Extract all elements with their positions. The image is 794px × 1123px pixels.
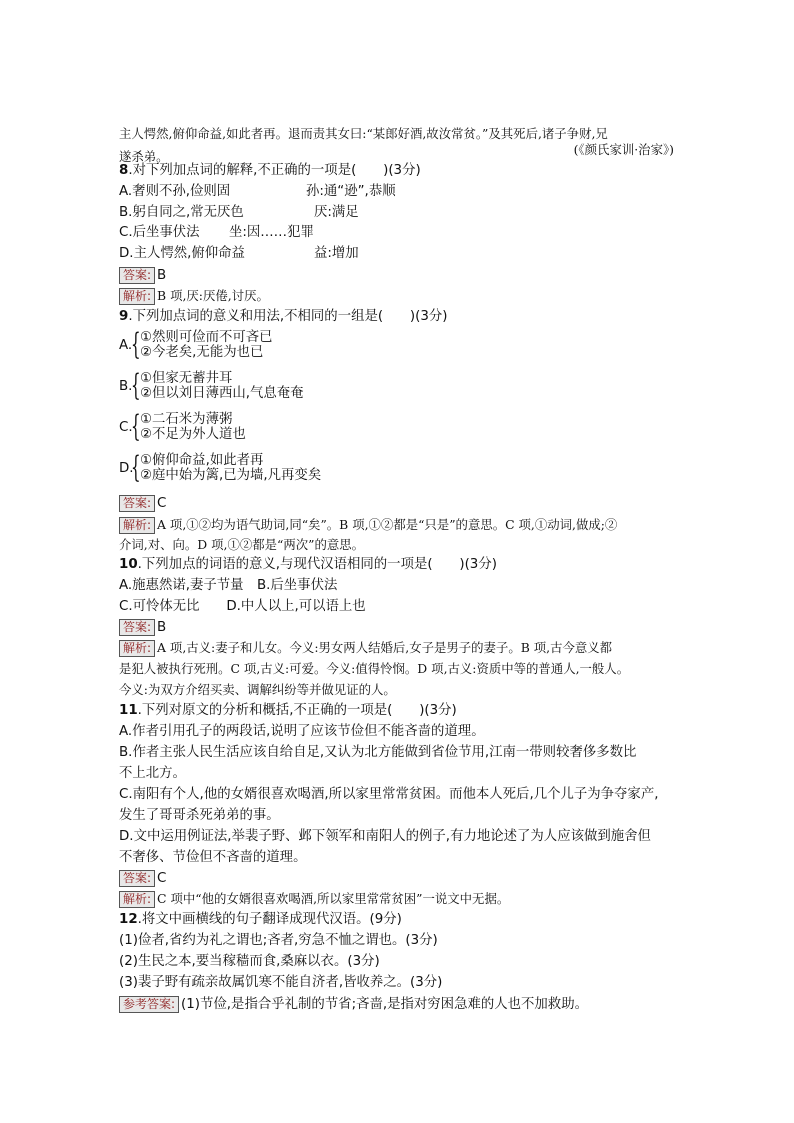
q8-option-b-gloss: 厌:满足 (314, 205, 359, 220)
option-line-1: ①但家无蓄井耳 (140, 371, 233, 386)
question-number: 8 (119, 163, 129, 178)
answer-value: C (157, 871, 167, 886)
q12-reference-answer (119, 995, 588, 1014)
analysis-text: A 项,①②均为语气助词,同“矣”。B 项,①②都是“只是”的意思。C 项,①动词,做成;② (157, 517, 618, 532)
option-line-1: ①俯仰命益,如此者再 (140, 453, 264, 468)
q11-option-b-cont: 不上北方。 (119, 766, 186, 781)
option-line-1: ①二石米为薄粥 (140, 412, 233, 427)
brace-icon: { (131, 327, 141, 362)
q8-analysis (119, 286, 269, 305)
q11-option-b: B.作者主张人民生活应该自给自足,又认为北方能做到省俭节用,江南一带则较奢侈多数比 (119, 745, 637, 760)
q12-sentence-1: (1)俭者,省约为礼之谓也;吝者,穷急不恤之谓也。(3分) (119, 933, 438, 948)
answer-label: 答案: (119, 619, 155, 636)
q8-option-d-gloss: 益:增加 (314, 246, 359, 261)
analysis-label: 解析: (119, 517, 155, 534)
q10-options-row-2: C.可怜体无比 D.中人以上,可以语上也 (119, 599, 366, 614)
question-text: .下列对原文的分析和概括,不正确的一项是( )(3分) (137, 703, 457, 718)
q10-analysis (119, 638, 612, 657)
q8-answer (119, 266, 166, 285)
question-11-stem (119, 701, 457, 720)
q10-answer (119, 618, 166, 637)
analysis-text: A 项,古义:妻子和儿女。今义:男女两人结婚后,女子是男子的妻子。B 项,古今意义都 (157, 640, 613, 655)
passage-line: 遂杀弟。 (119, 149, 169, 164)
question-number: 12 (119, 912, 138, 927)
q8-option-c: C.后坐事伏法 (119, 225, 200, 240)
option-letter: B. (119, 379, 133, 394)
option-letter: D. (119, 461, 134, 476)
answer-value: C (157, 496, 167, 511)
question-number: 9 (119, 309, 129, 324)
option-line-2: ②今老矣,无能为也已 (140, 345, 264, 360)
q9-answer (119, 494, 166, 513)
option-text: A.奢则不孙,俭则固 (119, 184, 231, 199)
analysis-text: C 项中“他的女婿很喜欢喝酒,所以家里常常贫困”一说文中无据。 (157, 891, 510, 906)
option-line-2: ②不足为外人道也 (140, 427, 246, 442)
question-text: .对下列加点词的解释,不正确的一项是( )(3分) (128, 163, 421, 178)
q11-option-d-cont: 不奢侈、节俭但不吝啬的道理。 (119, 850, 307, 865)
question-text: .下列加点词的意义和用法,不相同的一组是( )(3分) (128, 309, 448, 324)
q11-answer (119, 869, 166, 888)
question-12-stem (119, 910, 402, 929)
analysis-label: 解析: (119, 640, 155, 657)
q8-option-a-gloss: 孙:通“逊”,恭顺 (306, 184, 396, 199)
answer-label: 答案: (119, 495, 155, 512)
question-number: 10 (119, 557, 138, 572)
analysis-text: B 项,厌:厌倦,讨厌。 (157, 288, 269, 303)
question-number: 11 (119, 703, 138, 718)
question-9-stem (119, 307, 447, 326)
analysis-label: 解析: (119, 891, 155, 908)
q8-option-c-gloss: 坐:因……犯罪 (229, 225, 314, 240)
answer-value: B (157, 620, 167, 635)
brace-icon: { (131, 409, 141, 444)
q9-analysis (119, 515, 617, 534)
option-line-2: ②但以刘日薄西山,气息奄奄 (140, 386, 304, 401)
q10-analysis-cont: 是犯人被执行死刑。C 项,古义:可爱。今义:值得怜悯。D 项,古义:资质中等的普通人,一般人。 (119, 661, 630, 676)
q8-option-b: B.躬自同之,常无厌色 (119, 205, 244, 220)
reference-answer-text: (1)节俭,是指合乎礼制的节省;吝啬,是指对穷困急难的人也不加救助。 (181, 997, 588, 1012)
brace-icon: { (131, 368, 141, 403)
answer-label: 答案: (119, 267, 155, 284)
option-line-2: ②庭中始为篱,已为墙,凡再变矣 (140, 468, 322, 483)
passage-source: (《颜氏家训·治家》) (573, 142, 674, 157)
q10-options-row-1: A.施惠然诺,妻子节量 B.后坐事伏法 (119, 578, 338, 593)
passage-line: 主人愕然,俯仰命益,如此者再。退而责其女曰:“某郎好酒,故汝常贫。”及其死后,诸子争财,兄 (119, 126, 608, 141)
option-line-1: ①然则可俭而不可吝已 (140, 330, 273, 345)
analysis-label: 解析: (119, 288, 155, 305)
q12-sentence-3: (3)裴子野有疏亲故属饥寒不能自济者,皆收养之。(3分) (119, 975, 443, 990)
q10-analysis-cont: 今义:为双方介绍买卖、调解纠纷等并做见证的人。 (119, 682, 396, 697)
option-letter: C. (119, 420, 133, 435)
option-letter: A. (119, 338, 133, 353)
q12-sentence-2: (2)生民之本,要当稼穑而食,桑麻以衣。(3分) (119, 954, 380, 969)
q11-option-a: A.作者引用孔子的两段话,说明了应该节俭但不能吝啬的道理。 (119, 724, 485, 739)
q11-option-d: D.文中运用例证法,举裴子野、邺下领军和南阳人的例子,有力地论述了为人应该做到施舍但 (119, 829, 651, 844)
q11-option-c-cont: 发生了哥哥杀死弟弟的事。 (119, 808, 280, 823)
reference-answer-label: 参考答案: (119, 996, 179, 1013)
q8-option-a (119, 182, 230, 201)
question-8-stem (119, 161, 421, 180)
question-10-stem (119, 555, 497, 574)
q11-analysis (119, 889, 509, 908)
q11-option-c: C.南阳有个人,他的女婿很喜欢喝酒,所以家里常常贫困。而他本人死后,几个儿子为争夺家产, (119, 787, 659, 802)
answer-label: 答案: (119, 870, 155, 887)
brace-icon: { (131, 450, 141, 485)
answer-value: B (157, 268, 167, 283)
q9-analysis-cont: 介词,对、向。D 项,①②都是“两次”的意思。 (119, 537, 365, 552)
q8-option-d: D.主人愕然,俯仰命益 (119, 246, 245, 261)
question-text: .将文中画横线的句子翻译成现代汉语。(9分) (137, 912, 402, 927)
question-text: .下列加点的词语的意义,与现代汉语相同的一项是( )(3分) (137, 557, 497, 572)
